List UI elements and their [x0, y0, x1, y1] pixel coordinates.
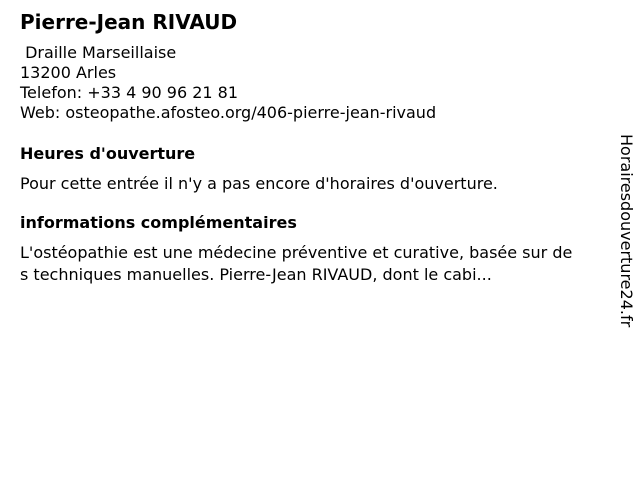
- street-address: Draille Marseillaise: [20, 43, 177, 62]
- additional-info-text: L'ostéopathie est une médecine préventive et curative, basée sur des techniques manuelles. Pierre-Jean RIVAUD, dont le cabi...: [20, 243, 573, 284]
- phone-number: Telefon: +33 4 90 96 21 81: [20, 83, 239, 102]
- opening-hours-heading: Heures d'ouverture: [20, 144, 196, 163]
- additional-info-heading: informations complémentaires: [20, 213, 297, 232]
- opening-hours-text: Pour cette entrée il n'y a pas encore d'horaires d'ouverture.: [20, 174, 498, 193]
- site-brand-watermark: [608, 134, 638, 346]
- website-address: Web: osteopathe.afosteo.org/406-pierre-jean-rivaud: [20, 103, 437, 122]
- business-name: Pierre-Jean RIVAUD: [20, 10, 238, 34]
- site-brand-label: Horairesdouverture24.fr: [617, 134, 636, 328]
- postal-city: 13200 Arles: [20, 63, 117, 82]
- contact-details: [20, 43, 436, 123]
